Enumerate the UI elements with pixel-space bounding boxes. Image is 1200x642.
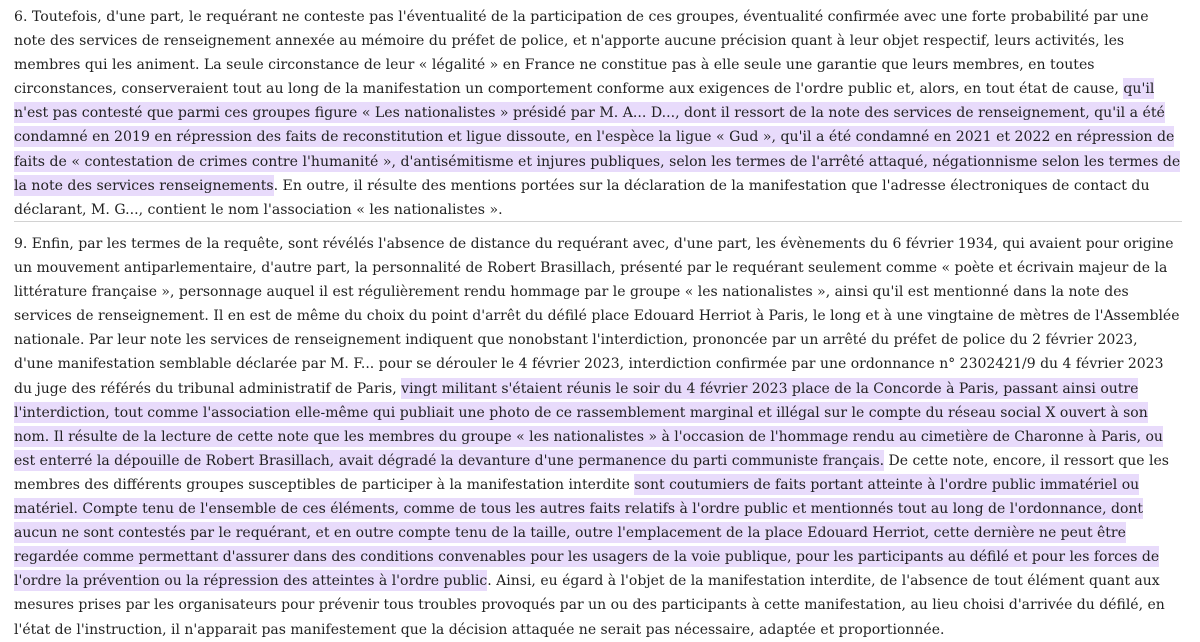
text-line (14, 198, 1184, 222)
text-segment: 9. Enfin, par les termes de la requête, sont révélés l'absence de distance du requérant avec, d'une part, les évènements du 6 février 1934, qui avaient pour origine (14, 236, 1174, 252)
text-segment: De cette note, encore, il ressort que les (884, 452, 1169, 469)
text-segment: déclarant, M. G..., contient le nom l'association « les nationalistes ». (14, 201, 503, 218)
highlighted-text: l'ordre la prévention ou la répression des atteintes à l'ordre public (14, 570, 487, 591)
text-line (14, 29, 1184, 53)
highlighted-text: nom. Il résulte de la lecture de cette note que les membres du groupe « les nationalistes » à l'occasion de l'hommage rendu au cimetière de Charonne à Paris, ou (14, 426, 1163, 447)
text-segment: services de renseignement. Il en est de même du choix du point d'arrêt du défilé place Edouard Herriot à Paris, le long et à une vingtaine de mètres de l'Assemblée (14, 308, 1180, 325)
text-line (14, 77, 1184, 101)
text-line (14, 304, 1184, 328)
text-segment: 6. Toutefois, d'une part, le requérant ne conteste pas l'éventualité de la participation de ces groupes, éventualité confirmée avec une forte probabilité par une (14, 9, 1149, 25)
text-segment: l'état de l'instruction, il n'apparait pas manifestement que la décision attaquée ne serait pas nécessaire, adaptée et proportionnée. (14, 621, 945, 638)
text-segment: d'une manifestation semblable déclarée par M. F... pour se dérouler le 4 février 2023, interdiction confirmée par une ordonnance n° 2302421/9 du 4 février 2023 (14, 356, 1164, 373)
text-segment: membres qui les animent. La seule circonstance de leur « légalité » en France ne constitue pas à elle seule une garantie que leurs membres, en toutes (14, 57, 1095, 74)
highlighted-text: n'est pas contesté que parmi ces groupes figure « Les nationalistes » présidé par M. A... D..., dont il ressort de la note des services de renseignement, qu'il a été (14, 102, 1165, 123)
text-line (14, 256, 1184, 280)
text-line (14, 232, 1184, 256)
highlighted-text: condamné en 2019 en répression des faits de reconstitution et ligue dissoute, en l'espèce la ligue « Gud », qu'il a été condamné en 2021 et 2022 en répression de (14, 126, 1174, 147)
text-line (14, 401, 1184, 425)
text-segment: littérature française », personnage auquel il est régulièrement rendu hommage par le groupe « les nationalistes », ainsi qu'il est mentionné dans la note des (14, 284, 1129, 301)
highlighted-text: sont coutumiers de faits portant atteinte à l'ordre public immatériel ou (634, 474, 1139, 495)
text-line (14, 352, 1184, 376)
paragraph-6 (14, 5, 1184, 222)
text-line (14, 497, 1184, 521)
text-segment: nationale. Par leur note les services de renseignement indiquent que nonobstant l'interdiction, prononcée par un arrêté du préfet de police du 2 février 2023, (14, 332, 1138, 349)
highlighted-text: vingt militant s'étaient réunis le soir du 4 février 2023 place de la Concorde à Paris, passant ainsi outre (401, 378, 1138, 399)
paragraph-divider (14, 221, 1182, 222)
text-segment: un mouvement antiparlementaire, d'autre part, la personnalité de Robert Brasillach, présenté par le requérant seulement comme « poète et écrivain majeur de la (14, 260, 1168, 277)
text-line (14, 280, 1184, 304)
highlighted-text: la note des services renseignements (14, 175, 274, 196)
highlighted-text: faits de « contestation de crimes contre l'humanité », d'antisémitisme et injures publiques, selon les termes de l'arrêté attaqué, négationnisme selon les termes de (14, 151, 1180, 172)
highlighted-text: l'interdiction, tout comme l'association elle-même qui publiait une photo de ce rassemblement marginal et illégal sur le compte du réseau social X ouvert à son (14, 402, 1148, 423)
highlighted-text: regardée comme permettant d'assurer dans des conditions convenables pour les usagers de la voie publique, pour les participants au défilé et pour les forces de (14, 546, 1159, 567)
paragraph-9 (14, 232, 1184, 642)
text-segment: membres des différents groupes susceptibles de participer à la manifestation interdite (14, 476, 635, 493)
text-line (14, 5, 1184, 29)
text-segment: mesures prises par les organisateurs pour prévenir tous troubles provoqués par un ou des participants à cette manifestation, au lieu choisi d'arrivée du défilé, en (14, 597, 1165, 614)
highlighted-text: est enterré la dépouille de Robert Brasillach, avait dégradé la devanture d'une permanence du parti communiste français. (14, 450, 884, 471)
text-segment: circonstances, conserveraient tout au long de la manifestation un comportement conforme aux exigences de l'ordre public et, alors, en tout état de cause, (14, 81, 1124, 98)
highlighted-text: matériel. Compte tenu de l'ensemble de ces éléments, comme de tous les autres faits relatifs à l'ordre public et mentionnés tout au long de l'ordonnance, dont (14, 498, 1143, 519)
highlighted-text: qu'il (1123, 78, 1154, 99)
text-line (14, 593, 1184, 617)
text-segment: note des services de renseignement annexée au mémoire du préfet de police, et n'apporte aucune précision quant à leur objet respectif, leurs activités, les (14, 33, 1125, 50)
text-line (14, 449, 1184, 473)
text-line (14, 425, 1184, 449)
text-line (14, 101, 1184, 125)
text-segment: . En outre, il résulte des mentions portées sur la déclaration de la manifestation que l'adresse électroniques de contact du (273, 177, 1150, 194)
text-line (14, 53, 1184, 77)
text-line (14, 174, 1184, 198)
text-line (14, 569, 1184, 593)
text-line (14, 545, 1184, 569)
text-line (14, 377, 1184, 401)
text-line (14, 618, 1184, 642)
text-line (14, 150, 1184, 174)
text-segment: du juge des référés du tribunal administratif de Paris, (14, 380, 402, 397)
text-line (14, 328, 1184, 352)
text-segment: . Ainsi, eu égard à l'objet de la manifestation interdite, de l'absence de tout élément quant aux (487, 573, 1160, 590)
text-line (14, 125, 1184, 149)
text-line (14, 473, 1184, 497)
highlighted-text: aucun ne sont contestés par le requérant, et en outre compte tenu de la taille, outre l'emplacement de la place Edouard Herriot, cette dernière ne peut être (14, 522, 1126, 543)
text-line (14, 521, 1184, 545)
